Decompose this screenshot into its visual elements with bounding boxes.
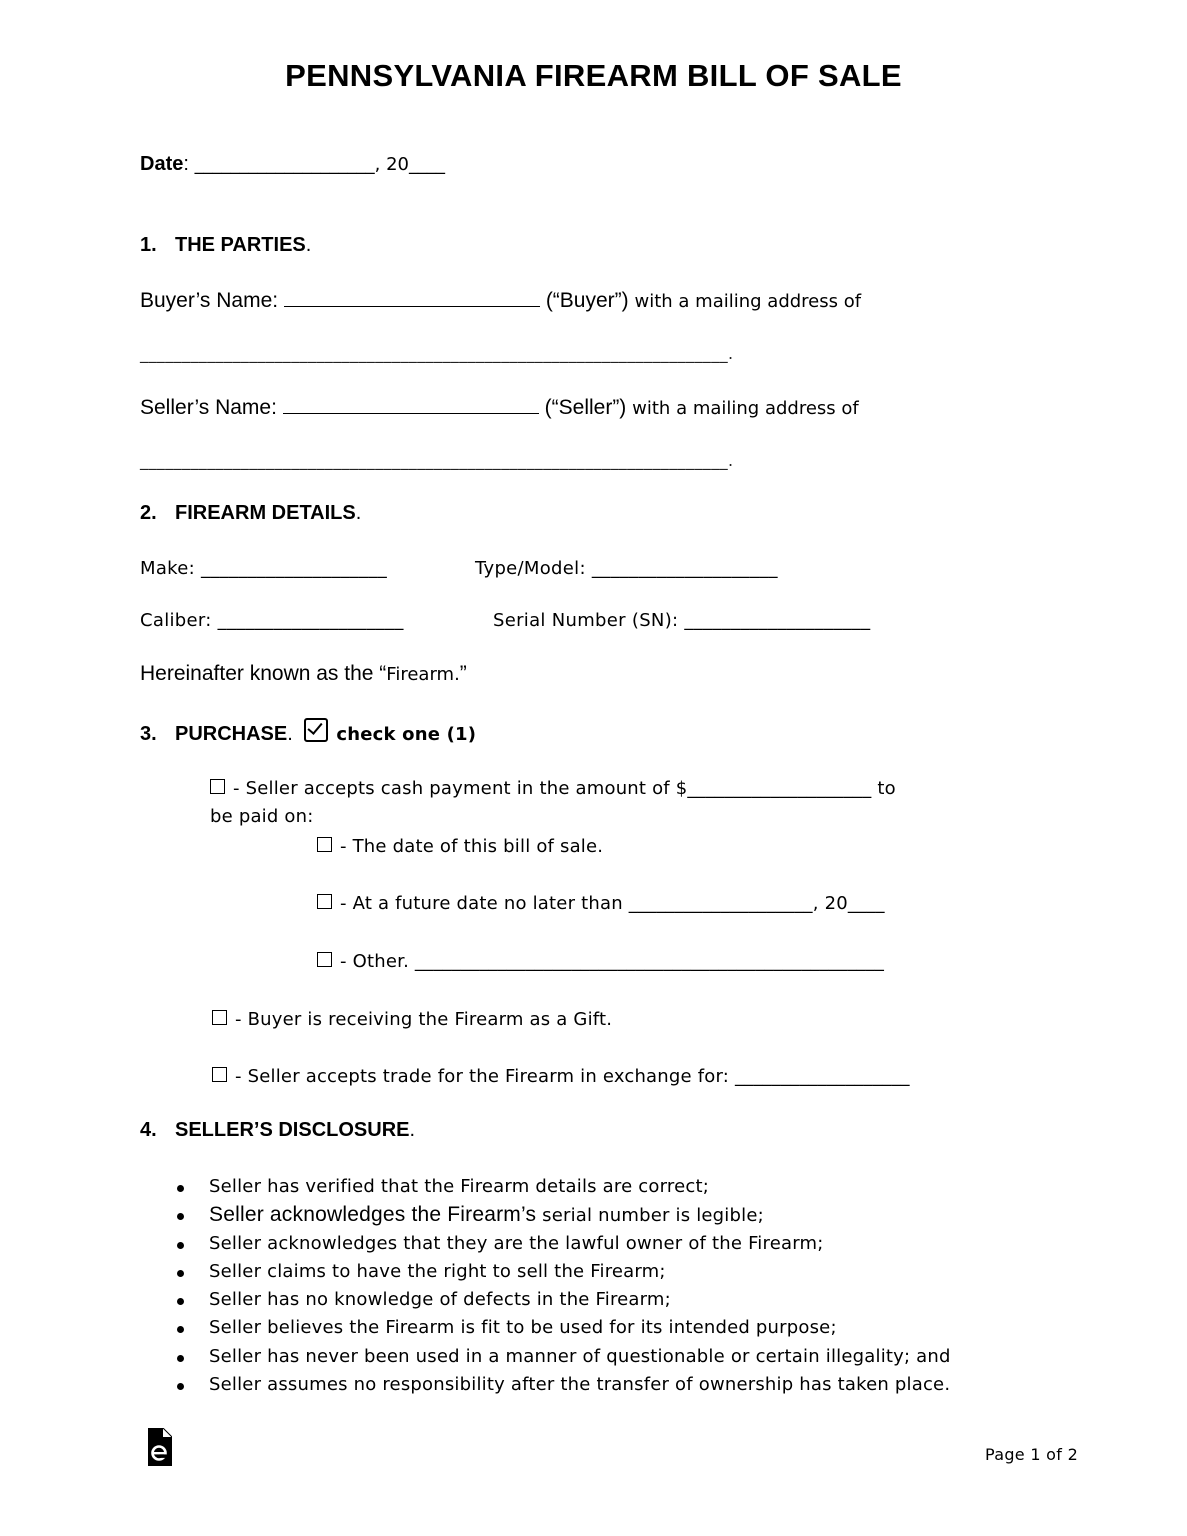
seller-address-field[interactable]: ______________________________________________________________________. bbox=[140, 451, 734, 470]
seller-name-line: Seller’s Name: (“Seller”) with a mailing address of bbox=[140, 396, 859, 419]
list-item: Seller has verified that the Firearm details are correct; bbox=[172, 1173, 951, 1201]
checkbox-other[interactable] bbox=[317, 952, 332, 967]
hereinafter-line: Hereinafter known as the “Firearm.” bbox=[140, 662, 467, 685]
option-other[interactable]: - Other. ___________________________________________________ bbox=[317, 951, 884, 972]
checkbox-date-of-sale[interactable] bbox=[317, 837, 332, 852]
buyer-name-line: Buyer’s Name: (“Buyer”) with a mailing address of bbox=[140, 289, 862, 312]
option-cash-payment[interactable]: - Seller accepts cash payment in the amount of $____________________ to bbox=[210, 778, 896, 799]
section-parties-heading: 1. THE PARTIES. bbox=[140, 234, 312, 256]
section-firearm-heading: 2. FIREARM DETAILS. bbox=[140, 502, 362, 524]
type-model-field[interactable]: Type/Model: ____________________ bbox=[475, 558, 778, 579]
option-future-date[interactable]: - At a future date no later than ____________________, 20____ bbox=[317, 893, 885, 914]
checkbox-future-date[interactable] bbox=[317, 894, 332, 909]
make-field[interactable]: Make: ____________________ bbox=[140, 558, 388, 579]
option-gift[interactable]: - Buyer is receiving the Firearm as a Gift. bbox=[212, 1009, 612, 1030]
buyer-name-label: Buyer’s Name: bbox=[140, 289, 279, 312]
page-number: Page 1 of 2 bbox=[985, 1445, 1079, 1464]
option-cash-continuation: be paid on: bbox=[210, 806, 314, 827]
date-blank[interactable]: ____________________, 20____ bbox=[188, 154, 445, 175]
list-item: Seller has no knowledge of defects in the Firearm; bbox=[172, 1286, 951, 1314]
buyer-address-field[interactable]: ______________________________________________________________________. bbox=[140, 344, 734, 363]
checked-box-icon bbox=[304, 718, 328, 742]
option-trade[interactable]: - Seller accepts trade for the Firearm in exchange for: ___________________ bbox=[212, 1066, 910, 1087]
caliber-field[interactable]: Caliber: ____________________ bbox=[140, 610, 404, 631]
buyer-name-field[interactable] bbox=[284, 287, 540, 307]
date-label: Date bbox=[140, 153, 184, 175]
list-item: Seller acknowledges that they are the lawful owner of the Firearm; bbox=[172, 1230, 951, 1258]
list-item: Seller claims to have the right to sell the Firearm; bbox=[172, 1258, 951, 1286]
seller-name-label: Seller’s Name: bbox=[140, 396, 277, 419]
date-line: Date: ____________________, 20____ bbox=[140, 153, 445, 175]
section-disclosure-heading: 4. SELLER’S DISCLOSURE. bbox=[140, 1119, 416, 1141]
section-purchase-heading: 3. PURCHASE. check one (1) bbox=[140, 718, 476, 746]
document-title: PENNSYLVANIA FIREARM BILL OF SALE bbox=[285, 58, 902, 93]
checkbox-cash[interactable] bbox=[210, 779, 225, 794]
serial-number-field[interactable]: Serial Number (SN): ____________________ bbox=[493, 610, 871, 631]
checkbox-gift[interactable] bbox=[212, 1010, 227, 1025]
list-item: Seller has never been used in a manner of questionable or certain illegality; and bbox=[172, 1343, 951, 1371]
list-item: Seller acknowledges the Firearm’s serial number is legible; bbox=[172, 1201, 951, 1229]
list-item: Seller believes the Firearm is fit to be used for its intended purpose; bbox=[172, 1314, 951, 1342]
disclosure-list bbox=[172, 1173, 951, 1399]
option-date-of-sale[interactable]: - The date of this bill of sale. bbox=[317, 836, 603, 857]
seller-name-field[interactable] bbox=[283, 394, 539, 414]
checkbox-trade[interactable] bbox=[212, 1067, 227, 1082]
eforms-logo-icon bbox=[146, 1428, 172, 1466]
list-item: Seller assumes no responsibility after the transfer of ownership has taken place. bbox=[172, 1371, 951, 1399]
